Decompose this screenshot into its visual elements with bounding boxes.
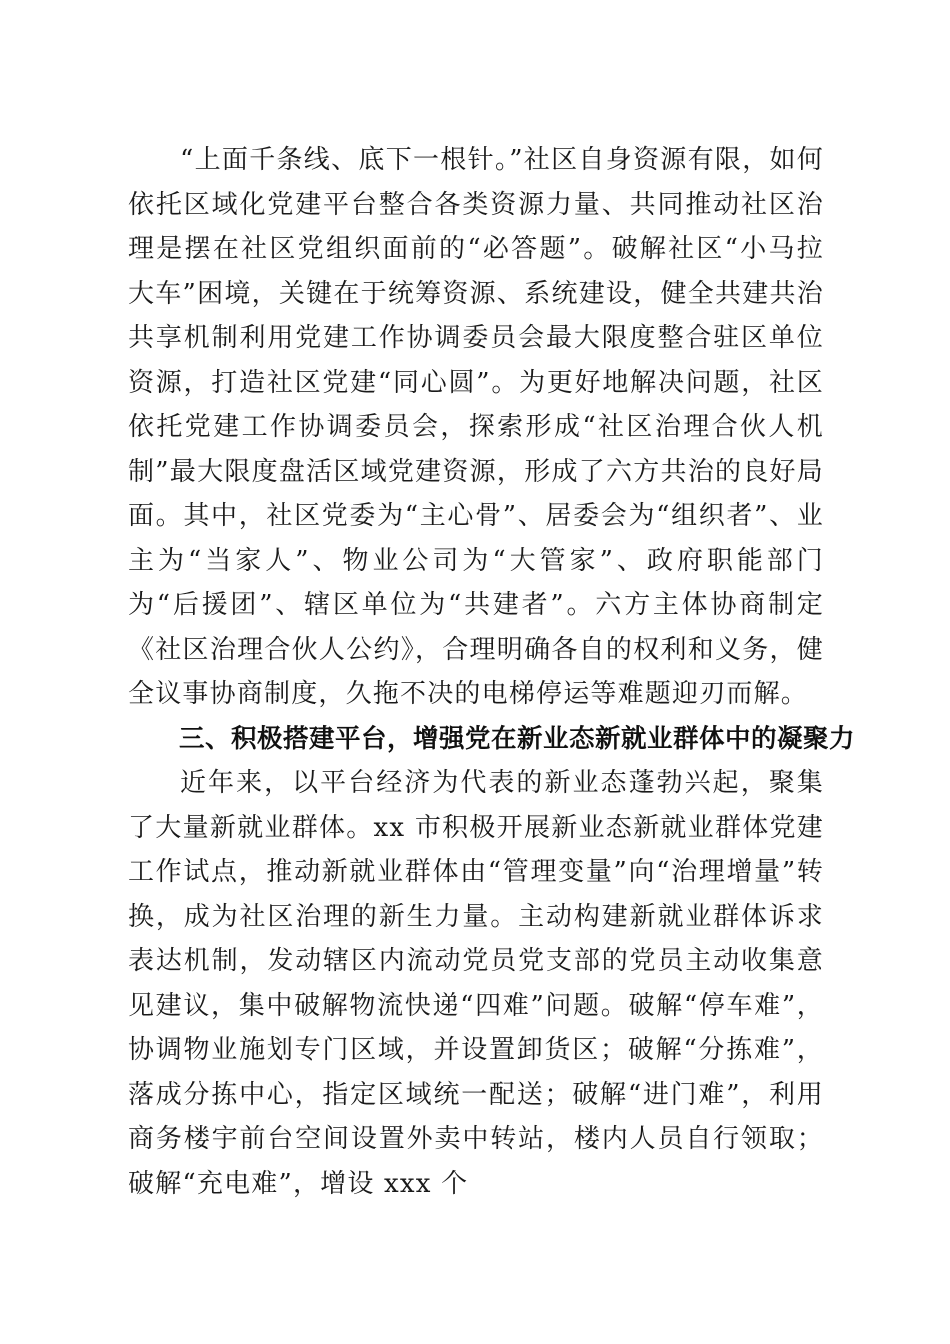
- section-heading-three: 三、积极搭建平台，增强党在新业态新就业群体中的凝聚力: [179, 723, 856, 754]
- paragraph-new-employment-groups: 近年来，以平台经济为代表的新业态蓬勃兴起，聚集了大量新就业群体。xx 市积极开展新业态新就业群体党建工作试点，推动新就业群体由“管理变量”向“治理增量”转换，成为社区治理的新生力量。主动构建新就业群体诉求表达机制，发动辖区内流动党员党支部的党员主动收集意见建议，集中破解物流快递“四难”问题。破解“停车难”，协调物业施划专门区域，并设置卸货区；破解“分拣难”，落成分拣中心，指定区域统一配送；破解“进门难”，利用商务楼宇前台空间设置外卖中转站，楼内人员自行领取；破解“充电难”，增设 xxx 个: [128, 768, 824, 1199]
- document-body: [128, 138, 856, 1206]
- paragraph-community-resources: “上面千条线、底下一根针。”社区自身资源有限，如何依托区域化党建平台整合各类资源力量、共同推动社区治理是摆在社区党组织面前的“必答题”。破解社区“小马拉大车”困境，关键在于统筹资源、系统建设，健全共建共治共享机制利用党建工作协调委员会最大限度整合驻区单位资源，打造社区党建“同心圆”。为更好地解决问题，社区依托党建工作协调委员会，探索形成“社区治理合伙人机制”最大限度盘活区域党建资源，形成了六方共治的良好局面。其中，社区党委为“主心骨”、居委会为“组织者”、业主为“当家人”、物业公司为“大管家”、政府职能部门为“后援团”、辖区单位为“共建者”。六方主体协商制定《社区治理合伙人公约》，合理明确各自的权利和义务，健全议事协商制度，久拖不决的电梯停运等难题迎刃而解。: [128, 145, 824, 709]
